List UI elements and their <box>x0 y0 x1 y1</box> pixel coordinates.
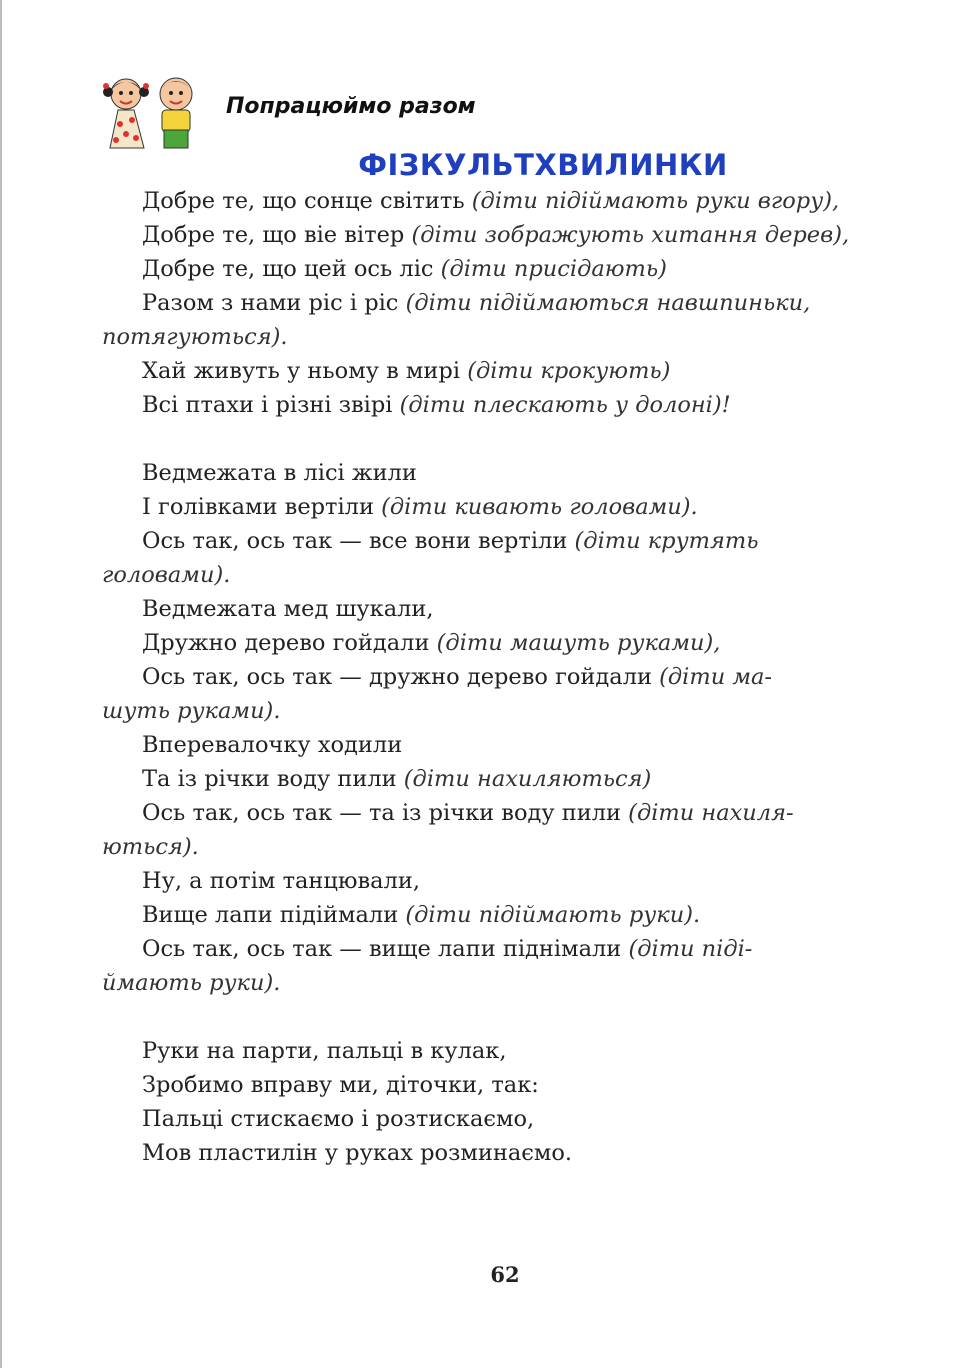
line-instruction: (діти машуть руками), <box>436 630 721 656</box>
poem-line <box>102 932 906 966</box>
line-text: Ось так, ось так — вище лапи піднімали <box>142 936 629 962</box>
poem-line <box>102 184 906 218</box>
line-instruction: ються). <box>102 834 199 860</box>
line-instruction: (діти крутять <box>574 528 759 554</box>
line-instruction: (діти підіймаються навшпиньки, <box>405 290 811 316</box>
poem-line <box>102 830 906 864</box>
line-text: Дружно дерево гойдали <box>142 630 437 656</box>
line-text: Добре те, що цей ось ліс <box>142 256 441 282</box>
line-text: Всі птахи і різні звірі <box>142 392 400 418</box>
poem-line <box>102 456 906 490</box>
stanza-gap <box>102 1000 906 1034</box>
poem-line <box>102 490 906 524</box>
line-text: Ось так, ось так — та із річки воду пили <box>142 800 629 826</box>
line-text: Вище лапи підіймали <box>142 902 406 928</box>
poem-line: Пальці стискаємо і розтискаємо, <box>142 1106 535 1132</box>
line-instruction: (діти ма- <box>659 664 773 690</box>
line-text: Добре те, що сонце світить <box>142 188 472 214</box>
poem-line <box>102 898 906 932</box>
line-instruction: (діти присідають) <box>440 256 667 282</box>
line-instruction: головами). <box>102 562 231 588</box>
stanza-gap <box>102 422 906 456</box>
poem-line: Зробимо вправу ми, діточки, так: <box>142 1072 539 1098</box>
poem-line <box>102 286 906 320</box>
section-label: Попрацюймо разом <box>226 94 476 119</box>
poem-line <box>102 796 906 830</box>
line-text: Ведмежата мед шукали, <box>142 596 434 622</box>
line-text: Разом з нами ріс і ріс <box>142 290 406 316</box>
line-instruction: (діти підіймають руки вгору), <box>471 188 840 214</box>
poem-line <box>102 626 906 660</box>
line-instruction: (діти підіймають руки). <box>405 902 701 928</box>
poem-line <box>102 524 906 558</box>
poem-line <box>102 660 906 694</box>
poem-line <box>102 320 906 354</box>
poem-line <box>102 252 906 286</box>
poem-line <box>102 388 906 422</box>
line-text: Ну, а потім танцювали, <box>142 868 421 894</box>
line-text: Та із річки воду пили <box>142 766 404 792</box>
page-number: 62 <box>490 1262 520 1287</box>
poem-line <box>102 762 906 796</box>
line-text: Ведмежата в лісі жили <box>142 460 417 486</box>
poems-body <box>102 184 906 1170</box>
line-text: Хай живуть у ньому в мирі <box>142 358 468 384</box>
line-text: І голівками вертіли <box>142 494 382 520</box>
line-instruction: потягуються). <box>102 324 288 350</box>
poem-line <box>102 864 906 898</box>
poem-line <box>102 218 906 252</box>
line-instruction: (діти нахиляються) <box>403 766 652 792</box>
line-instruction: (діти плескають у долоні)! <box>399 392 731 418</box>
line-text: Ось так, ось так — все вони вертіли <box>142 528 575 554</box>
line-instruction: шуть руками). <box>102 698 281 724</box>
line-instruction: (діти крокують) <box>467 358 671 384</box>
poem-line <box>102 558 906 592</box>
poem-line: Руки на парти, пальці в кулак, <box>142 1038 507 1064</box>
poem-line: Мов пластилін у руках розминаємо. <box>142 1140 573 1166</box>
line-instruction: (діти піді- <box>628 936 753 962</box>
poem-line <box>102 694 906 728</box>
line-instruction: (діти кивають головами). <box>381 494 698 520</box>
line-instruction: (діти зображують хитання дерев), <box>411 222 850 248</box>
line-instruction: ймають руки). <box>102 970 281 996</box>
poem-line <box>102 592 906 626</box>
poem-line <box>102 966 906 1000</box>
page-title: ФІЗКУЛЬТХВИЛИНКИ <box>358 148 728 182</box>
line-text: Вперевалочку ходили <box>142 732 403 758</box>
poem-line <box>102 354 906 388</box>
line-instruction: (діти нахиля- <box>628 800 794 826</box>
poem-line <box>102 728 906 762</box>
line-text: Добре те, що віе вітер <box>142 222 412 248</box>
line-text: Ось так, ось так — дружно дерево гойдали <box>142 664 660 690</box>
children-illustration <box>96 72 214 152</box>
